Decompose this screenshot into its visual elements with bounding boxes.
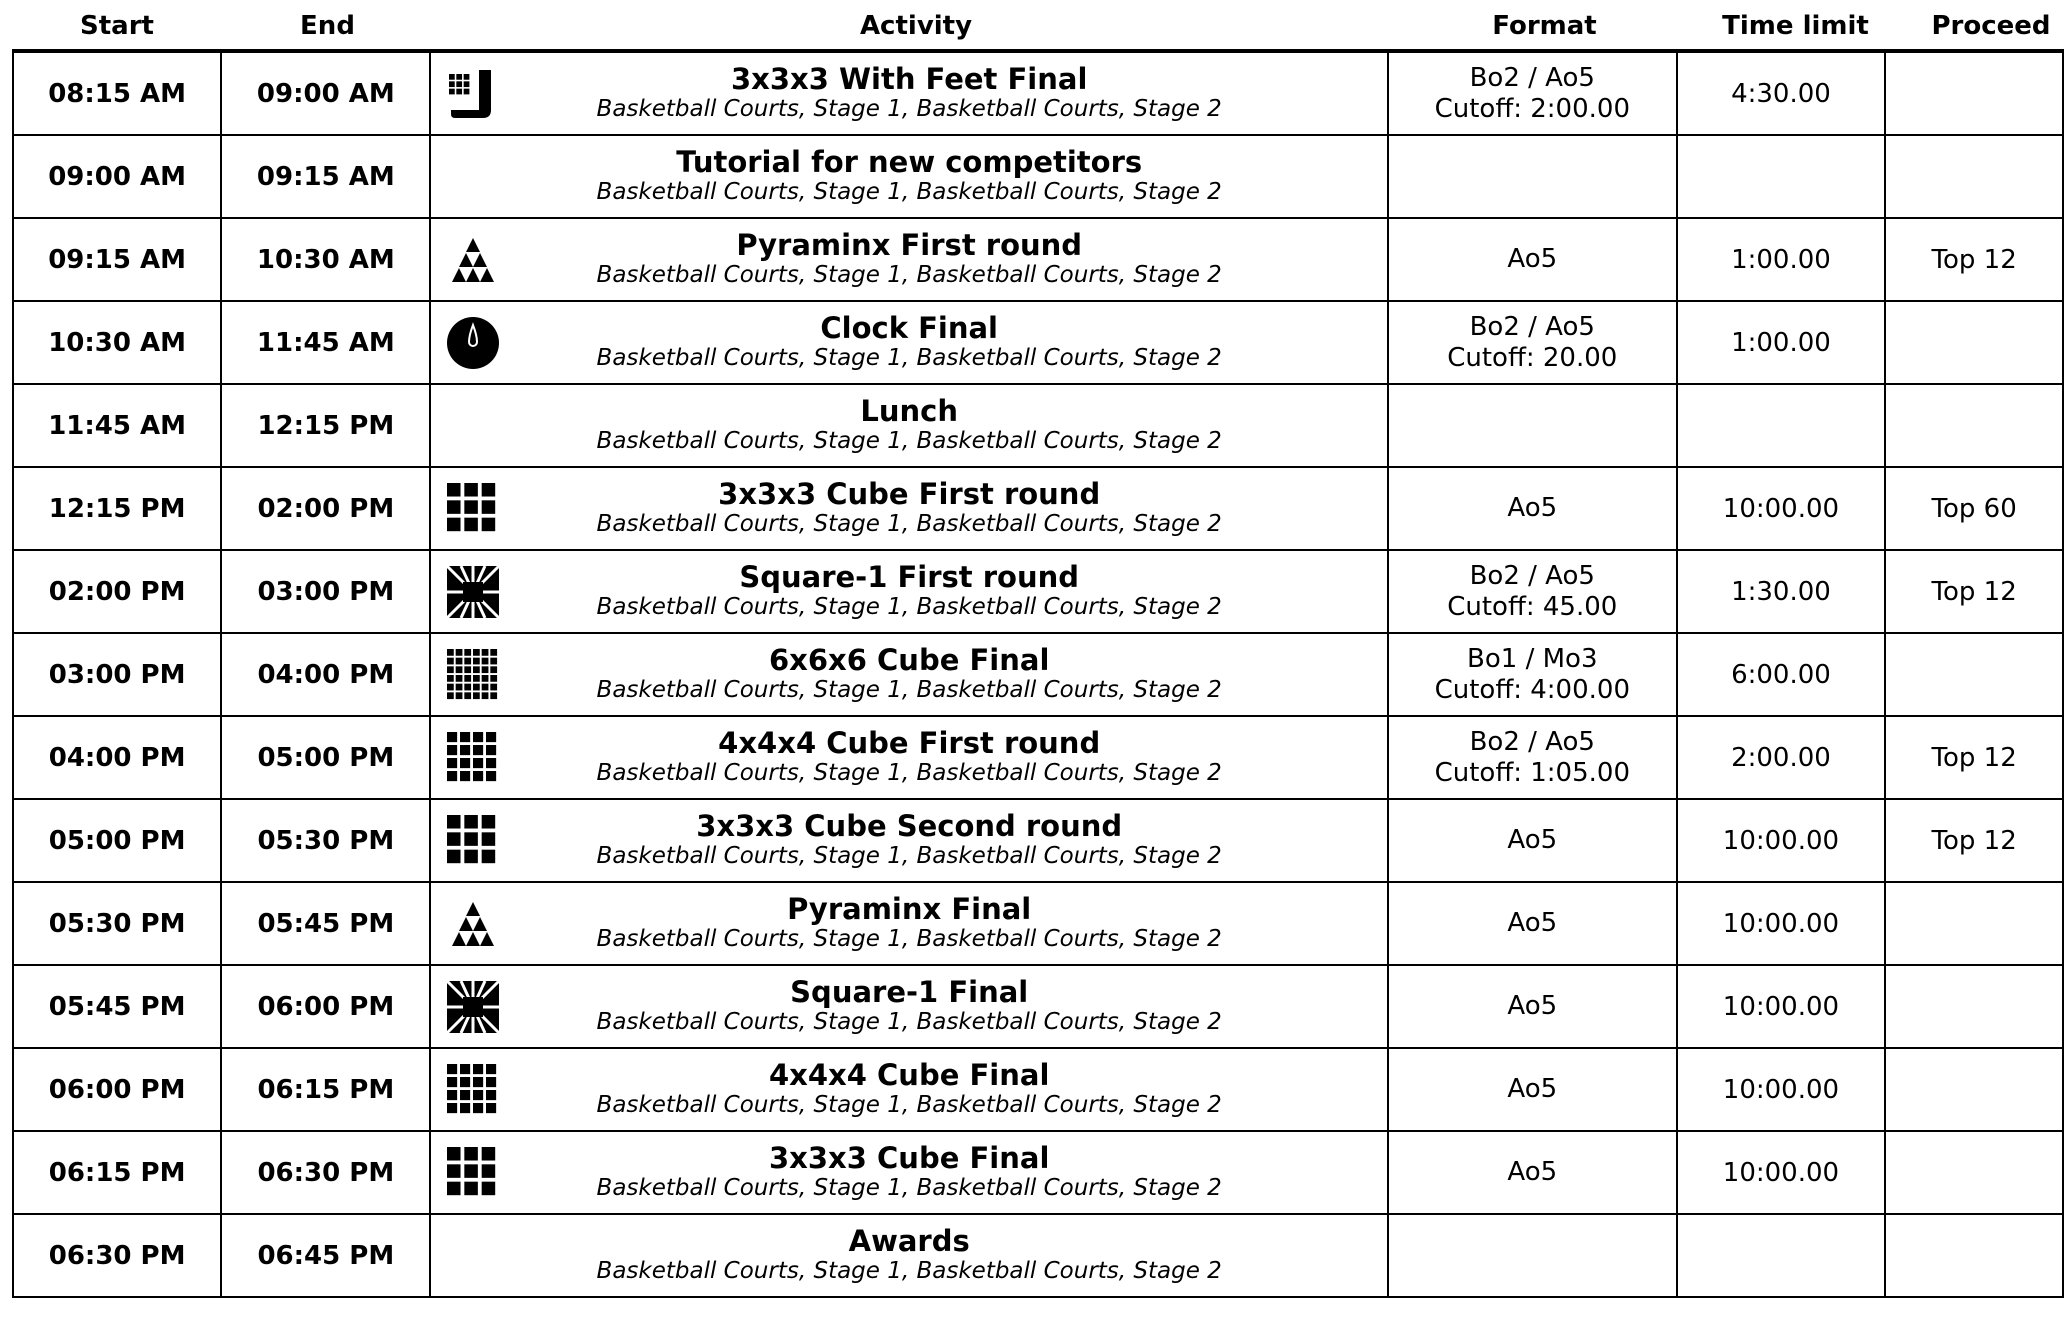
format-cell: [1388, 1131, 1677, 1214]
format-value: Bo2 / Ao5: [1469, 560, 1595, 591]
activity-room: Basketball Courts, Stage 1, Basketball Courts, Stage 2: [596, 843, 1222, 869]
activity-cell: [430, 633, 1388, 716]
column-header-start: Start: [80, 11, 154, 41]
activity-name: 3x3x3 Cube First round: [718, 477, 1101, 511]
3x3-cube-icon: [445, 813, 501, 869]
format-value: Ao5: [1507, 991, 1558, 1021]
proceed-cell: [1885, 1214, 2063, 1297]
time-limit-cell: 2:00.00: [1677, 716, 1886, 799]
activity-name: Lunch: [860, 394, 958, 428]
activity-room: Basketball Courts, Stage 1, Basketball Courts, Stage 2: [596, 345, 1222, 371]
format-value: Ao5: [1507, 825, 1558, 855]
pyraminx-icon: [445, 232, 501, 288]
start-time-cell: 08:15 AM: [13, 51, 221, 135]
activity-cell: [430, 1048, 1388, 1131]
activity-room: Basketball Courts, Stage 1, Basketball Courts, Stage 2: [596, 1175, 1222, 1201]
time-limit-cell: 10:00.00: [1677, 1131, 1886, 1214]
activity-room: Basketball Courts, Stage 1, Basketball Courts, Stage 2: [596, 1092, 1222, 1118]
activity-room: Basketball Courts, Stage 1, Basketball Courts, Stage 2: [596, 1258, 1222, 1284]
time-limit-cell: 10:00.00: [1677, 467, 1886, 550]
activity-room: Basketball Courts, Stage 1, Basketball Courts, Stage 2: [596, 760, 1222, 786]
format-value: Ao5: [1507, 1157, 1558, 1187]
format-value: Bo2 / Ao5: [1469, 311, 1595, 342]
cutoff-value: Cutoff: 4:00.00: [1434, 674, 1630, 705]
proceed-cell: Top 12: [1885, 716, 2063, 799]
end-time-cell: 06:00 PM: [221, 965, 430, 1048]
time-limit-cell: 10:00.00: [1677, 882, 1886, 965]
end-time-cell: 11:45 AM: [221, 301, 430, 384]
time-limit-cell: 10:00.00: [1677, 1048, 1886, 1131]
time-limit-cell: 10:00.00: [1677, 799, 1886, 882]
end-time-cell: 05:30 PM: [221, 799, 430, 882]
format-cell: [1388, 51, 1677, 135]
table-header: [0, 0, 2064, 52]
table-row: [13, 1048, 2063, 1131]
table-row: [13, 716, 2063, 799]
4x4-cube-icon: [445, 730, 501, 786]
format-cell: [1388, 550, 1677, 633]
activity-name: 3x3x3 Cube Second round: [696, 809, 1123, 843]
activity-cell: [430, 882, 1388, 965]
4x4-cube-icon: [445, 1062, 501, 1118]
end-time-cell: 06:30 PM: [221, 1131, 430, 1214]
activity-cell: [430, 965, 1388, 1048]
activity-name: Square-1 Final: [790, 975, 1029, 1009]
activity-name: 6x6x6 Cube Final: [768, 643, 1050, 677]
format-cell: [1388, 301, 1677, 384]
proceed-cell: [1885, 882, 2063, 965]
start-time-cell: 10:30 AM: [13, 301, 221, 384]
activity-name: 3x3x3 With Feet Final: [730, 62, 1088, 96]
activity-name: 3x3x3 Cube Final: [768, 1141, 1050, 1175]
square-1-icon: [445, 564, 501, 620]
end-time-cell: 05:00 PM: [221, 716, 430, 799]
proceed-cell: [1885, 384, 2063, 467]
activity-cell: [430, 218, 1388, 301]
activity-name: Pyraminx Final: [787, 892, 1032, 926]
format-cell: [1388, 135, 1677, 218]
activity-cell: [430, 51, 1388, 135]
activity-cell: [430, 384, 1388, 467]
start-time-cell: 04:00 PM: [13, 716, 221, 799]
activity-cell: [430, 799, 1388, 882]
column-header-activity: Activity: [859, 11, 973, 41]
proceed-cell: [1885, 51, 2063, 135]
clock-icon: [445, 315, 501, 371]
start-time-cell: 05:30 PM: [13, 882, 221, 965]
time-limit-cell: 1:00.00: [1677, 218, 1886, 301]
time-limit-cell: [1677, 384, 1886, 467]
column-header-end: End: [300, 11, 355, 41]
start-time-cell: 06:15 PM: [13, 1131, 221, 1214]
table-row: [13, 633, 2063, 716]
activity-cell: [430, 1131, 1388, 1214]
end-time-cell: 06:45 PM: [221, 1214, 430, 1297]
end-time-cell: 06:15 PM: [221, 1048, 430, 1131]
column-header-format: Format: [1492, 11, 1597, 41]
table-row: [13, 301, 2063, 384]
start-time-cell: 03:00 PM: [13, 633, 221, 716]
format-cell: [1388, 633, 1677, 716]
activity-cell: [430, 716, 1388, 799]
activity-cell: [430, 135, 1388, 218]
activity-name: Pyraminx First round: [736, 228, 1083, 262]
activity-room: Basketball Courts, Stage 1, Basketball Courts, Stage 2: [596, 1009, 1222, 1035]
3x3-cube-icon: [445, 1145, 501, 1201]
activity-name: Tutorial for new competitors: [676, 145, 1143, 179]
activity-name: 4x4x4 Cube First round: [718, 726, 1101, 760]
cutoff-value: Cutoff: 1:05.00: [1434, 757, 1630, 788]
activity-name: 4x4x4 Cube Final: [768, 1058, 1050, 1092]
proceed-cell: Top 12: [1885, 218, 2063, 301]
time-limit-cell: 1:30.00: [1677, 550, 1886, 633]
activity-room: Basketball Courts, Stage 1, Basketball Courts, Stage 2: [596, 926, 1222, 952]
schedule-table: [12, 49, 2064, 1298]
activity-room: Basketball Courts, Stage 1, Basketball Courts, Stage 2: [596, 262, 1222, 288]
start-time-cell: 12:15 PM: [13, 467, 221, 550]
6x6-cube-icon: [445, 647, 501, 703]
start-time-cell: 05:00 PM: [13, 799, 221, 882]
activity-cell: [430, 1214, 1388, 1297]
3x3-with-feet-icon: [445, 66, 501, 122]
activity-name: Square-1 First round: [739, 560, 1080, 594]
time-limit-cell: [1677, 1214, 1886, 1297]
format-value: Bo2 / Ao5: [1469, 62, 1595, 93]
cutoff-value: Cutoff: 45.00: [1447, 591, 1618, 622]
table-row: [13, 218, 2063, 301]
format-cell: [1388, 384, 1677, 467]
start-time-cell: 11:45 AM: [13, 384, 221, 467]
format-cell: [1388, 1214, 1677, 1297]
format-cell: [1388, 965, 1677, 1048]
format-cell: [1388, 467, 1677, 550]
proceed-cell: [1885, 135, 2063, 218]
table-row: [13, 965, 2063, 1048]
format-cell: [1388, 716, 1677, 799]
proceed-cell: [1885, 301, 2063, 384]
start-time-cell: 06:00 PM: [13, 1048, 221, 1131]
cutoff-value: Cutoff: 2:00.00: [1434, 93, 1630, 124]
time-limit-cell: 6:00.00: [1677, 633, 1886, 716]
activity-cell: [430, 467, 1388, 550]
proceed-cell: Top 12: [1885, 550, 2063, 633]
pyraminx-icon: [445, 896, 501, 952]
activity-name: Awards: [848, 1224, 970, 1258]
start-time-cell: 05:45 PM: [13, 965, 221, 1048]
proceed-cell: Top 12: [1885, 799, 2063, 882]
activity-room: Basketball Courts, Stage 1, Basketball Courts, Stage 2: [596, 428, 1222, 454]
end-time-cell: 09:15 AM: [221, 135, 430, 218]
table-row: [13, 135, 2063, 218]
start-time-cell: 09:15 AM: [13, 218, 221, 301]
end-time-cell: 04:00 PM: [221, 633, 430, 716]
proceed-cell: [1885, 1131, 2063, 1214]
proceed-cell: [1885, 633, 2063, 716]
time-limit-cell: 10:00.00: [1677, 965, 1886, 1048]
cutoff-value: Cutoff: 20.00: [1447, 342, 1618, 373]
start-time-cell: 06:30 PM: [13, 1214, 221, 1297]
format-value: Ao5: [1507, 1074, 1558, 1104]
proceed-cell: [1885, 965, 2063, 1048]
activity-room: Basketball Courts, Stage 1, Basketball Courts, Stage 2: [596, 179, 1222, 205]
format-value: Bo2 / Ao5: [1469, 726, 1595, 757]
start-time-cell: 09:00 AM: [13, 135, 221, 218]
table-row: [13, 550, 2063, 633]
square-1-icon: [445, 979, 501, 1035]
proceed-cell: Top 60: [1885, 467, 2063, 550]
activity-name: Clock Final: [820, 311, 998, 345]
time-limit-cell: 1:00.00: [1677, 301, 1886, 384]
table-row: [13, 1131, 2063, 1214]
end-time-cell: 03:00 PM: [221, 550, 430, 633]
table-row: [13, 799, 2063, 882]
end-time-cell: 12:15 PM: [221, 384, 430, 467]
table-row: [13, 384, 2063, 467]
time-limit-cell: [1677, 135, 1886, 218]
column-header-proceed: Proceed: [1931, 11, 2051, 41]
start-time-cell: 02:00 PM: [13, 550, 221, 633]
proceed-cell: [1885, 1048, 2063, 1131]
activity-room: Basketball Courts, Stage 1, Basketball Courts, Stage 2: [596, 511, 1222, 537]
table-row: [13, 51, 2063, 135]
format-value: Ao5: [1507, 908, 1558, 938]
end-time-cell: 02:00 PM: [221, 467, 430, 550]
end-time-cell: 10:30 AM: [221, 218, 430, 301]
format-value: Ao5: [1507, 493, 1558, 523]
activity-cell: [430, 550, 1388, 633]
activity-room: Basketball Courts, Stage 1, Basketball Courts, Stage 2: [596, 96, 1222, 122]
format-cell: [1388, 1048, 1677, 1131]
format-value: Bo1 / Mo3: [1467, 643, 1598, 674]
time-limit-cell: 4:30.00: [1677, 51, 1886, 135]
end-time-cell: 05:45 PM: [221, 882, 430, 965]
table-row: [13, 1214, 2063, 1297]
format-cell: [1388, 218, 1677, 301]
3x3-cube-icon: [445, 481, 501, 537]
format-cell: [1388, 799, 1677, 882]
format-cell: [1388, 882, 1677, 965]
schedule-body: [13, 51, 2063, 1297]
column-header-time-limit: Time limit: [1722, 11, 1869, 41]
activity-room: Basketball Courts, Stage 1, Basketball Courts, Stage 2: [596, 677, 1222, 703]
end-time-cell: 09:00 AM: [221, 51, 430, 135]
table-row: [13, 882, 2063, 965]
format-value: Ao5: [1507, 244, 1558, 274]
activity-room: Basketball Courts, Stage 1, Basketball Courts, Stage 2: [596, 594, 1222, 620]
table-row: [13, 467, 2063, 550]
activity-cell: [430, 301, 1388, 384]
